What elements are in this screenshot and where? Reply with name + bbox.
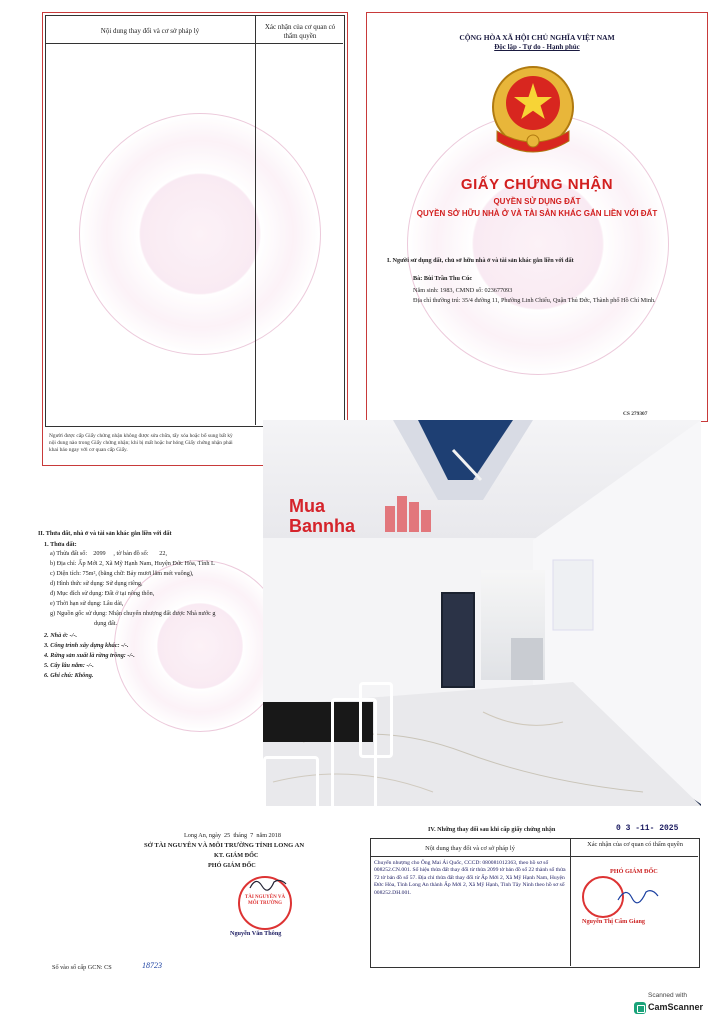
parcel-address: b) Địa chỉ: Ấp Mới 2, Xã Mỹ Hạnh Nam, Huyện Đức Hòa, Tỉnh L	[50, 560, 215, 567]
forest-line: 4. Rừng sản xuất là rừng trồng: -/-.	[44, 652, 135, 659]
national-emblem-icon	[483, 61, 583, 169]
house-line: 2. Nhà ở: -/-.	[44, 632, 78, 639]
watermark-nha: nha	[323, 516, 356, 536]
parcel-number: a) Thửa đất số: 2099 , tờ bản đồ số: 22,	[50, 550, 168, 557]
marble-floor	[263, 682, 701, 806]
col1-header: Nội dung thay đổi và cơ sở pháp lý	[100, 27, 200, 35]
col2-header: Xác nhận của cơ quan có thẩm quyền	[264, 23, 336, 40]
certificate-page-top-left	[42, 12, 348, 466]
owner-address: Địa chỉ thường trú: 35/4 đường 11, Phường Linh Chiểu, Quận Thủ Đức, Thành phố Hồ Chí Minh.	[413, 297, 656, 304]
changes-col1-header: Nội dung thay đổi và cơ sở pháp lý	[425, 845, 515, 852]
table-header-line	[45, 43, 343, 44]
parcel-area: c) Diện tích: 75m², (bằng chữ: Bảy mươi lăm mét vuông),	[50, 570, 194, 577]
book-number: Số vào sổ cấp GCN: CS	[52, 964, 112, 971]
chair	[263, 756, 319, 806]
usage-origin: g) Nguồn gốc sử dụng: Nhận chuyển nhượng đất được Nhà nước g	[50, 610, 216, 617]
signature-mark	[248, 874, 288, 892]
official-seal-stamp: TÀI NGUYÊN VÀ MÔI TRƯỜNG	[238, 876, 292, 930]
owner-birth: Năm sinh: 1983, CMND số: 023677093	[413, 287, 513, 294]
signer-name: Nguyễn Văn Thông	[230, 930, 282, 937]
book-number-handwritten: 18723	[142, 961, 162, 970]
motto: Độc lập - Tự do - Hạnh phúc	[494, 43, 580, 51]
usage-form: d) Hình thức sử dụng: Sử dụng riêng,	[50, 580, 143, 587]
changes-section	[366, 822, 706, 972]
sign-kt: KT. GIÁM ĐỐC	[214, 852, 259, 859]
usage-origin-cont: dụng đất.	[94, 620, 118, 627]
perennial-line: 5. Cây lâu năm: -/-.	[44, 662, 94, 669]
scanned-with-label: Scanned with	[648, 992, 688, 999]
construction-line: 3. Công trình xây dựng khác: -/-.	[44, 642, 129, 649]
watermark-mua: Mua	[289, 496, 325, 516]
watermark-building-icon	[383, 492, 433, 532]
interior-photo	[263, 420, 701, 806]
owner-name: Bà: Bùi Trần Thu Cúc	[413, 275, 473, 282]
change-signature-mark	[616, 884, 660, 904]
sign-place-date: Long An, ngày 25 tháng 7 năm 2018	[184, 832, 281, 839]
section-4-heading: IV. Những thay đổi sau khi cấp giấy chứng nhận	[428, 826, 556, 833]
subtitle-house: QUYỀN SỞ HỮU NHÀ Ở VÀ TÀI SẢN KHÁC GẮN LIỀN VỚI ĐẤT	[416, 209, 658, 218]
section-2-heading: II. Thửa đất, nhà ở và tài sản khác gắn liền với đất	[38, 530, 172, 537]
subtitle-land: QUYỀN SỬ DỤNG ĐẤT	[493, 197, 581, 206]
camscanner-brand: CamScanner	[648, 1002, 704, 1012]
footer-note: Người được cấp Giấy chứng nhận không được sửa chữa, tẩy xóa hoặc bổ sung bất kỳ nội dung nào trong Giấy chứng nhận; khi bị mất hoặc hư hỏng Giấy chứng nhận phải khai báo ngay với cơ quan cấp Giấy.	[49, 433, 233, 453]
sign-role: PHÓ GIÁM ĐỐC	[208, 862, 256, 869]
certificate-title: GIẤY CHỨNG NHẬN	[460, 176, 614, 193]
usage-purpose: đ) Mục đích sử dụng: Đất ở tại nông thôn,	[50, 590, 155, 597]
changes-col2-header: Xác nhận của cơ quan có thẩm quyền	[587, 841, 683, 848]
section-1-heading: I. Người sử dụng đất, chủ sở hữu nhà ở và tài sản khác gắn liền với đất	[387, 257, 574, 264]
certificate-page-top-right	[366, 12, 708, 422]
land-parcel-label: 1. Thửa đất:	[44, 541, 77, 548]
watermark-ban: Ban	[289, 516, 324, 536]
changes-divider	[570, 838, 571, 966]
table-divider	[255, 15, 256, 425]
change-signer-name: Nguyễn Thị Cẩm Giang	[582, 918, 645, 925]
note-line: 6. Ghi chú: Không.	[44, 672, 94, 679]
table-frame	[45, 15, 345, 427]
certificate-number-fragment: CS 279307	[623, 411, 648, 417]
usage-term: e) Thời hạn sử dụng: Lâu dài,	[50, 600, 124, 607]
changes-header-line	[370, 856, 698, 857]
doorway	[441, 592, 475, 688]
sign-organization: SỞ TÀI NGUYÊN VÀ MÔI TRƯỜNG TỈNH LONG AN	[144, 842, 305, 849]
camscanner-badge	[634, 990, 710, 1018]
date-stamp: 0 3 -11- 2025	[616, 824, 679, 833]
country-header: CỘNG HÒA XÃ HỘI CHỦ NGHĨA VIỆT NAM	[459, 33, 615, 42]
chair	[359, 682, 393, 758]
change-signer-role: PHÓ GIÁM ĐỐC	[610, 868, 658, 875]
change-content: Chuyển nhượng cho Ông Mai Ái Quốc, CCCD: 080081012363, theo hồ sơ số 008252.CN.001. Số hiệu thửa đất thay đổi từ thửa 2099 tờ bản đồ số 22 thành số thửa 72 tờ bản đồ số 57. Địa chỉ thửa đất thay đổi từ Ấp Mới 2, Xã Mỹ Hạnh Nam, Huyện Đức Hòa, Tỉnh Long An thành Ấp Mới 2, Xã Mỹ Hạnh, Tỉnh Tây Ninh theo hồ sơ số 008252.DH.001.	[374, 860, 566, 896]
camscanner-icon	[634, 1002, 646, 1014]
watermark-logo	[289, 496, 355, 536]
kitchen-counter	[511, 638, 543, 680]
